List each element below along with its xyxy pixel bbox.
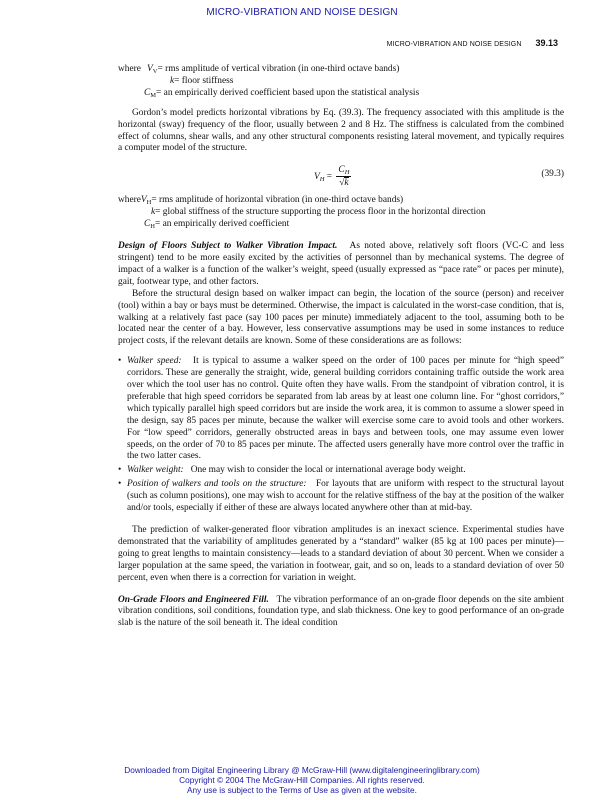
equals-sign: = (326, 172, 333, 183)
definition-text: = an empirically derived coefficient (154, 219, 290, 230)
paragraph-prediction: The prediction of walker-generated floor vibration amplitudes is an inexact science. Experimental studies have demonstrated that the variability of amplitudes generated by a “standard” walker (85 kg at 100 paces per minute)—going to great lengths to maintain consistency—leads to a standard deviation of about 30 percent. When we consider a larger population at the same speed, the variation in footwear, gait, and so on, leads to a standard deviation of over 50 percent, even when there is a correction for variation in weight. (118, 525, 564, 583)
symbol-subscript: M (150, 91, 157, 99)
list-item-text: One may wish to consider the local or international average body weight. (190, 465, 466, 476)
list-item-lead: Walker weight: (127, 465, 184, 476)
equation-fraction (336, 165, 351, 189)
paragraph-gordon-model: Gordon’s model predicts horizontal vibrations by Eq. (39.3). The frequency associated with this amplitude is the horizontal (sway) frequency of the floor, usually between 2 and 8 Hz. The stiffness is calculated from the combined effect of columns, shear walls, and any other structural components resisting lateral movement, and typically requires a computer model of the structure. (118, 107, 564, 154)
list-item-lead: Position of walkers and tools on the structure: (127, 479, 307, 490)
square-root-icon: √ (339, 178, 345, 189)
definition-row (118, 219, 564, 231)
equation-lhs: V (314, 172, 320, 183)
fraction-numerator (336, 165, 351, 177)
list-item (118, 465, 564, 477)
footer-line-source[interactable]: Downloaded from Digital Engineering Library @ McGraw-Hill (www.digitalengineeringlibrary.com) (124, 765, 480, 775)
definition-text: = rms amplitude of vertical vibration (in one-third octave bands) (157, 64, 400, 74)
page-body (118, 64, 564, 630)
symbol: k (170, 75, 175, 86)
numerator-subscript: H (344, 169, 350, 177)
definition-row (118, 195, 564, 207)
list-item-text: It is typical to assume a walker speed on the order of 100 paces per minute for “high speed” corridors. These are generally the straight, wide, general building corridors containing traffic outside the work area over which the tool user has no control. Quite often they have walls. From the standpoint of vibration control, it is preferable that high speed corridors be separated from lab areas by at least one column line. For “ghost corridors,” which typically parallel high speed corridors but are inside the work area, it is common to assume a slower speed in the design, say 85 paces per minute, because the walker will exercise some care to avoid tools and other workers. For “low speed” corridors, generally obstructed areas in bays and between tools, one may assume even lower speeds, on the order of 70 to 85 paces per minute. The affected users generally have more control over the traffic in the two latter cases. (127, 356, 565, 462)
definition-text: = global stiffness of the structure supporting the process floor in the horizontal direction (155, 207, 486, 218)
list-item-text: For layouts that are uniform with respect to the structural layout (such as column positions), one may wish to account for the relative stiffness of the bay at the position of the walker and/or tools, especially if either of these are always located anywhere other than at mid-bay. (127, 479, 565, 514)
definition-row (118, 64, 564, 76)
definition-text: = an empirically derived coefficient based upon the statistical analysis (156, 87, 420, 98)
definition-text: = rms amplitude of horizontal vibration (in one-third octave bands) (151, 195, 404, 206)
bullet-icon: • (118, 465, 122, 476)
paragraph-on-grade (118, 595, 564, 631)
symbol: C (144, 87, 151, 98)
symbol: k (151, 207, 156, 218)
list-item-lead: Walker speed: (127, 356, 182, 367)
considerations-list (118, 356, 564, 515)
list-item (118, 356, 564, 463)
symbol-subscript: H (146, 199, 152, 207)
denominator-symbol: k (344, 178, 349, 189)
definition-row (118, 88, 564, 100)
equation-39-3 (118, 161, 564, 195)
running-head-title: MICRO-VIBRATION AND NOISE DESIGN (386, 41, 522, 48)
symbol-subscript: V (152, 68, 158, 75)
numerator-symbol: C (338, 165, 345, 176)
definition-row (118, 76, 564, 88)
variable-definitions-vertical (118, 64, 564, 100)
symbol: V (147, 64, 153, 74)
running-head (387, 38, 558, 48)
page-number: 39.13 (535, 38, 558, 48)
where-label: where (118, 195, 141, 206)
bullet-icon: • (118, 479, 122, 490)
fraction-denominator (336, 177, 351, 189)
paragraph-structural-design: Before the structural design based on walker impact can begin, the location of the source (person) and receiver (tool) within a bay or bays must be determined. Otherwise, the impact is calculated in the worst-case condition, that is, walking at a relatively fast pace (say 100 paces per minute) immediately adjacent to the tool, assuming both to be located near the center of a bay. However, less conservative assumptions may be used in some instances to reduce project costs, if the relevant details are known. Some of these considerations are as follows: (118, 288, 564, 347)
variable-definitions-horizontal (118, 195, 564, 231)
section-heading-on-grade: On-Grade Floors and Engineered Fill. (118, 594, 269, 605)
bullet-icon: • (118, 356, 122, 367)
symbol-subscript: H (150, 223, 155, 231)
equation-number: (39.3) (541, 169, 564, 180)
download-footer (0, 765, 604, 795)
list-item (118, 479, 564, 515)
equation-lhs-subscript: H (319, 176, 325, 184)
footer-line-terms[interactable]: Any use is subject to the Terms of Use as given at the website. (187, 785, 417, 795)
paragraph-text: As noted above, relatively soft floors (VC-C and less stringent) tend to be more easily excited by the activities of personnel than by mechanical systems. The degree of impact of a walker is a function of the walker’s weight, speed (usually expressed as “pace rate” or paces per minute), gait, footwear type, and other factors. (118, 241, 564, 287)
paragraph-text: The vibration performance of an on-grade floor depends on the site ambient vibration conditions, soil conditions, foundation type, and slab thickness. One key to good performance of an on-grade slab is the nature of the soil beneath it. The ideal condition (118, 594, 564, 629)
section-heading-walker-vibration: Design of Floors Subject to Walker Vibration Impact. (118, 241, 338, 252)
footer-line-copyright: Copyright © 2004 The McGraw-Hill Companies. All rights reserved. (179, 775, 425, 785)
symbol: V (140, 195, 147, 206)
equation-body (314, 165, 351, 189)
where-label: where (118, 64, 141, 74)
symbol: C (144, 219, 151, 230)
document-banner: MICRO-VIBRATION AND NOISE DESIGN (206, 7, 398, 18)
paragraph-design-walker (118, 241, 564, 289)
definition-text: = floor stiffness (174, 75, 234, 86)
definition-row (118, 207, 564, 219)
